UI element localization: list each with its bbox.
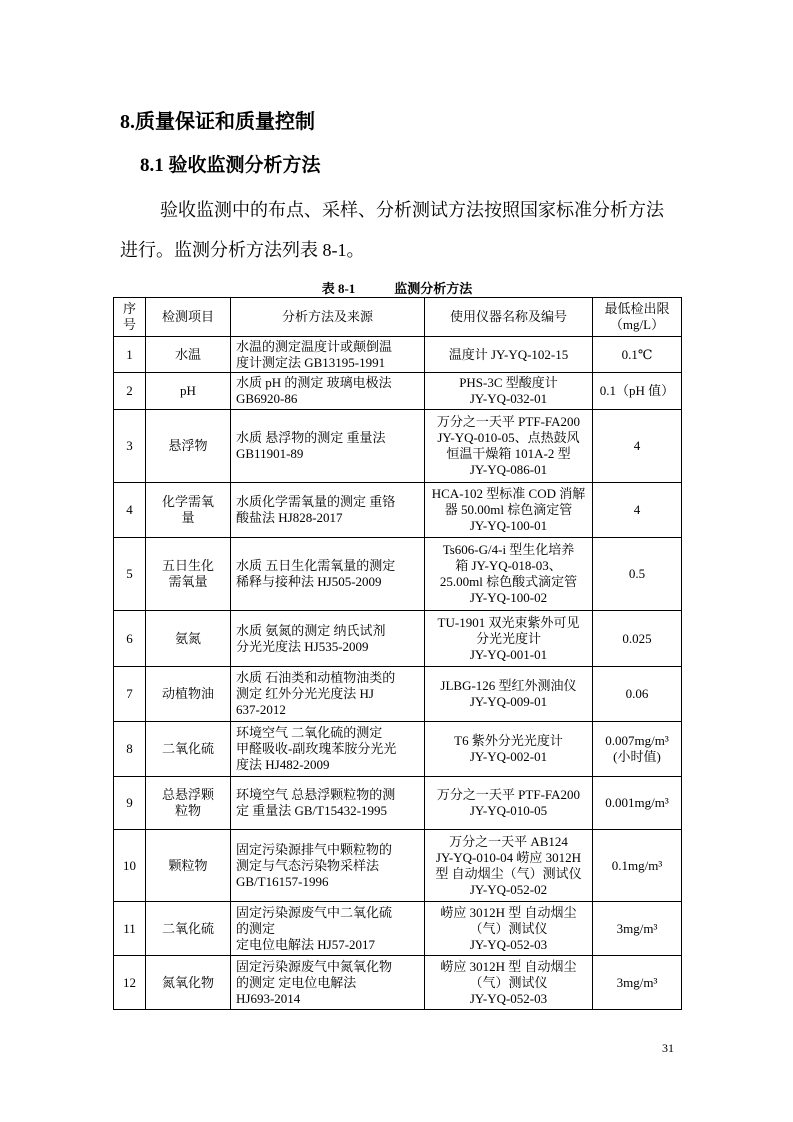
row-number: 8 [114,722,146,777]
row-number: 4 [114,483,146,538]
row-number: 3 [114,410,146,483]
body-paragraph: 验收监测中的布点、采样、分析测试方法按照国家标准分析方法进行。监测分析方法列表 8-1。 [120,200,664,260]
test-item: 化学需氧 量 [146,483,231,538]
test-item: 颗粒物 [146,830,231,902]
page-number: 31 [662,1041,674,1055]
instrument: 崂应 3012H 型 自动烟尘 （气）测试仪 JY-YQ-052-03 [425,902,593,956]
table-row [114,777,682,830]
test-item: 氨氮 [146,611,231,667]
detection-limit: 4 [593,410,682,483]
subsection-heading: 8.1 验收监测分析方法 [140,155,321,176]
table-row [114,667,682,722]
table-row [114,956,682,1010]
section-heading: 8.质量保证和质量控制 [120,111,315,133]
table-row [114,337,682,373]
table-row [114,373,682,410]
test-item: pH [146,373,231,410]
instrument: 万分之一天平 PTF-FA200 JY-YQ-010-05 [425,777,593,830]
table-row [114,483,682,538]
table-row [114,410,682,483]
row-number: 2 [114,373,146,410]
row-number: 1 [114,337,146,373]
detection-limit: 0.007mg/m³ (小时值) [593,722,682,777]
header-cell: 使用仪器名称及编号 [425,298,593,337]
method-source: 固定污染源排气中颗粒物的 测定与气态污染物采样法 GB/T16157-1996 [231,830,425,902]
table-header-row [114,298,682,337]
row-number: 10 [114,830,146,902]
table-row [114,902,682,956]
methods-table [113,297,682,1010]
table-row [114,722,682,777]
method-source: 水温的测定温度计或颠倒温 度计测定法 GB13195-1991 [231,337,425,373]
test-item: 二氧化硫 [146,722,231,777]
instrument: 万分之一天平 PTF-FA200 JY-YQ-010-05、点热鼓风 恒温干燥箱 101A-2 型 JY-YQ-086-01 [425,410,593,483]
method-source: 水质 悬浮物的测定 重量法 GB11901-89 [231,410,425,483]
row-number: 9 [114,777,146,830]
test-item: 二氧化硫 [146,902,231,956]
detection-limit: 0.1mg/m³ [593,830,682,902]
method-source: 环境空气 总悬浮颗粒物的测 定 重量法 GB/T15432-1995 [231,777,425,830]
method-source: 固定污染源废气中二氧化硫 的测定 定电位电解法 HJ57-2017 [231,902,425,956]
detection-limit: 3mg/m³ [593,956,682,1010]
test-item: 水温 [146,337,231,373]
method-source: 环境空气 二氧化硫的测定 甲醛吸收-副玫瑰苯胺分光光 度法 HJ482-2009 [231,722,425,777]
row-number: 5 [114,538,146,611]
instrument: 温度计 JY-YQ-102-15 [425,337,593,373]
method-source: 固定污染源废气中氮氧化物 的测定 定电位电解法 HJ693-2014 [231,956,425,1010]
table-row [114,830,682,902]
instrument: 崂应 3012H 型 自动烟尘 （气）测试仪 JY-YQ-052-03 [425,956,593,1010]
test-item: 五日生化 需氧量 [146,538,231,611]
instrument: 万分之一天平 AB124 JY-YQ-010-04 崂应 3012H 型 自动烟尘（气）测试仪 JY-YQ-052-02 [425,830,593,902]
header-cell: 分析方法及来源 [231,298,425,337]
test-item: 总悬浮颗 粒物 [146,777,231,830]
test-item: 氮氧化物 [146,956,231,1010]
method-source: 水质化学需氧量的测定 重铬 酸盐法 HJ828-2017 [231,483,425,538]
method-source: 水质 pH 的测定 玻璃电极法 GB6920-86 [231,373,425,410]
instrument: PHS-3C 型酸度计 JY-YQ-032-01 [425,373,593,410]
header-cell: 检测项目 [146,298,231,337]
table-row [114,611,682,667]
detection-limit: 0.001mg/m³ [593,777,682,830]
instrument: JLBG-126 型红外测油仪 JY-YQ-009-01 [425,667,593,722]
detection-limit: 0.1℃ [593,337,682,373]
instrument: TU-1901 双光束紫外可见 分光光度计 JY-YQ-001-01 [425,611,593,667]
table-row [114,538,682,611]
instrument: T6 紫外分光光度计 JY-YQ-002-01 [425,722,593,777]
row-number: 7 [114,667,146,722]
test-item: 动植物油 [146,667,231,722]
detection-limit: 0.5 [593,538,682,611]
header-cell: 序 号 [114,298,146,337]
instrument: HCA-102 型标准 COD 消解 器 50.00ml 棕色滴定管 JY-YQ-100-01 [425,483,593,538]
method-source: 水质 石油类和动植物油类的 测定 红外分光光度法 HJ 637-2012 [231,667,425,722]
header-cell: 最低检出限 （mg/L） [593,298,682,337]
method-source: 水质 五日生化需氧量的测定 稀释与接种法 HJ505-2009 [231,538,425,611]
detection-limit: 4 [593,483,682,538]
row-number: 6 [114,611,146,667]
detection-limit: 0.06 [593,667,682,722]
instrument: Ts606-G/4-i 型生化培养 箱 JY-YQ-018-03、 25.00ml 棕色酸式滴定管 JY-YQ-100-02 [425,538,593,611]
detection-limit: 3mg/m³ [593,902,682,956]
detection-limit: 0.1（pH 值） [593,373,682,410]
row-number: 12 [114,956,146,1010]
method-source: 水质 氨氮的测定 纳氏试剂 分光光度法 HJ535-2009 [231,611,425,667]
test-item: 悬浮物 [146,410,231,483]
detection-limit: 0.025 [593,611,682,667]
table-caption: 表 8-1 监测分析方法 [321,281,473,296]
row-number: 11 [114,902,146,956]
